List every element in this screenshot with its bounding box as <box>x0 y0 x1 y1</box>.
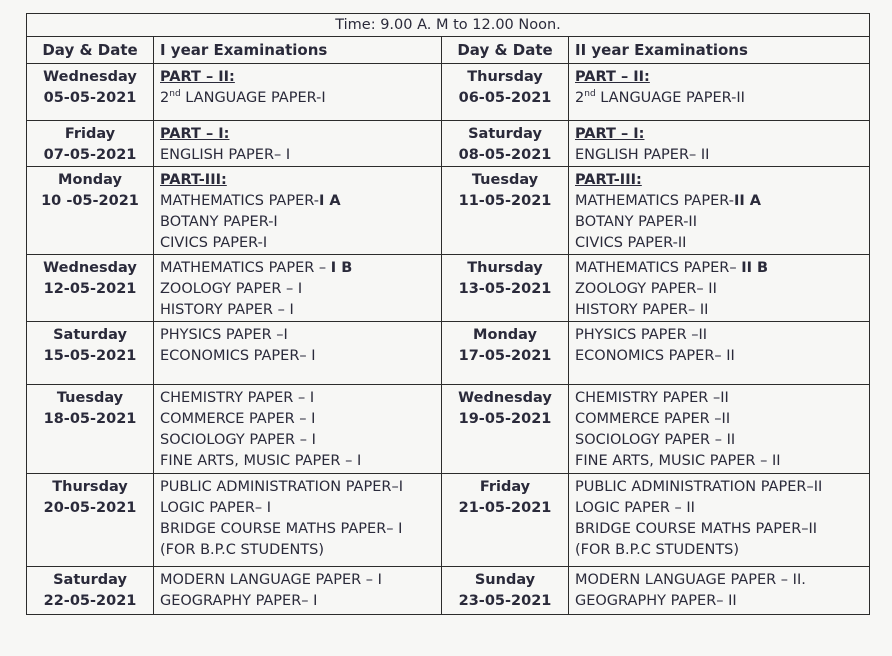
paper-line: MODERN LANGUAGE PAPER – II. <box>575 572 806 588</box>
paper-line: LOGIC PAPER – II <box>575 500 695 516</box>
exam-day: Monday <box>473 327 537 343</box>
day-date-cell <box>27 385 154 474</box>
paper-line: 2nd LANGUAGE PAPER-I <box>160 89 326 106</box>
exam-date: 11-05-2021 <box>458 193 552 209</box>
table-row <box>27 64 870 121</box>
paper-code: I A <box>318 193 341 209</box>
exam-date: 13-05-2021 <box>458 281 552 297</box>
paper-line: ZOOLOGY PAPER – I <box>160 281 303 297</box>
paper-line: HISTORY PAPER– II <box>575 302 709 318</box>
paper-line: GEOGRAPHY PAPER– I <box>160 593 318 609</box>
day-date-cell <box>442 64 569 121</box>
exam-date: 20-05-2021 <box>43 500 137 516</box>
day-date-cell <box>27 255 154 322</box>
paper-line: (FOR B.P.C STUDENTS) <box>575 542 740 558</box>
day-date-cell <box>442 567 569 615</box>
day-date-cell <box>27 121 154 167</box>
table-row <box>27 167 870 255</box>
paper-line: MATHEMATICS PAPER– II B <box>575 260 769 276</box>
exam-cell <box>569 385 870 474</box>
paper-line: PHYSICS PAPER –I <box>160 327 288 343</box>
exam-date: 07-05-2021 <box>43 147 137 163</box>
paper-line: COMMERCE PAPER –II <box>575 411 731 427</box>
exam-day: Wednesday <box>43 260 137 276</box>
part-label: PART – I: <box>575 126 645 142</box>
exam-date: 06-05-2021 <box>458 90 552 106</box>
part-label: PART – II: <box>160 69 235 85</box>
paper-code: I B <box>330 260 353 276</box>
paper-line: BOTANY PAPER-II <box>575 214 697 230</box>
exam-date: 15-05-2021 <box>43 348 137 364</box>
day-date-cell <box>27 474 154 567</box>
exam-date: 19-05-2021 <box>458 411 552 427</box>
paper-line: ENGLISH PAPER– II <box>575 147 710 163</box>
paper-line: MODERN LANGUAGE PAPER – I <box>160 572 382 588</box>
exam-day: Monday <box>58 172 122 188</box>
day-date-cell <box>442 385 569 474</box>
day-date-cell <box>442 474 569 567</box>
exam-date: 21-05-2021 <box>458 500 552 516</box>
ordinal-suffix: nd <box>169 89 181 100</box>
paper-line: LOGIC PAPER– I <box>160 500 272 516</box>
paper-line: BRIDGE COURSE MATHS PAPER– I <box>160 521 403 537</box>
day-date-cell <box>442 255 569 322</box>
exam-date: 23-05-2021 <box>458 593 552 609</box>
paper-line: ENGLISH PAPER– I <box>160 147 291 163</box>
paper-line: HISTORY PAPER – I <box>160 302 294 318</box>
exam-day: Sunday <box>474 572 536 588</box>
paper-line: BRIDGE COURSE MATHS PAPER–II <box>575 521 818 537</box>
paper-line: FINE ARTS, MUSIC PAPER – II <box>575 453 781 469</box>
table-row <box>27 474 870 567</box>
table-row <box>27 385 870 474</box>
exam-cell <box>154 567 442 615</box>
paper-line: MATHEMATICS PAPER-II A <box>575 193 762 209</box>
exam-cell <box>154 255 442 322</box>
exam-day: Saturday <box>53 327 127 343</box>
exam-day: Thursday <box>467 260 543 276</box>
exam-timetable <box>26 13 870 615</box>
paper-line: 2nd LANGUAGE PAPER-II <box>575 89 745 106</box>
exam-date: 10 -05-2021 <box>41 193 139 209</box>
part-label: PART-III: <box>160 172 227 188</box>
header-second-year: II year Examinations <box>569 37 870 64</box>
exam-day: Friday <box>479 479 531 495</box>
paper-line: GEOGRAPHY PAPER– II <box>575 593 737 609</box>
exam-date: 05-05-2021 <box>43 90 137 106</box>
exam-cell <box>569 322 870 385</box>
exam-date: 12-05-2021 <box>43 281 137 297</box>
part-label: PART – I: <box>160 126 230 142</box>
paper-line: ECONOMICS PAPER– I <box>160 348 316 364</box>
exam-cell <box>569 121 870 167</box>
paper-line: MATHEMATICS PAPER – I B <box>160 260 353 276</box>
exam-cell <box>154 64 442 121</box>
table-row <box>27 567 870 615</box>
paper-line: FINE ARTS, MUSIC PAPER – I <box>160 453 362 469</box>
exam-cell <box>569 255 870 322</box>
paper-line: COMMERCE PAPER – I <box>160 411 316 427</box>
exam-date: 08-05-2021 <box>458 147 552 163</box>
paper-line: CHEMISTRY PAPER – I <box>160 390 315 406</box>
exam-day: Thursday <box>467 69 543 85</box>
exam-date: 18-05-2021 <box>43 411 137 427</box>
paper-line: SOCIOLOGY PAPER – I <box>160 432 316 448</box>
header-row <box>27 37 870 64</box>
paper-line: PUBLIC ADMINISTRATION PAPER–II <box>575 479 823 495</box>
exam-day: Wednesday <box>43 69 137 85</box>
time-row <box>27 14 870 37</box>
exam-day: Tuesday <box>471 172 539 188</box>
exam-cell <box>154 167 442 255</box>
exam-day: Saturday <box>53 572 127 588</box>
table-row <box>27 255 870 322</box>
exam-day: Tuesday <box>56 390 124 406</box>
header-day-date-1: Day & Date <box>27 37 154 64</box>
table-row <box>27 322 870 385</box>
day-date-cell <box>27 567 154 615</box>
day-date-cell <box>442 121 569 167</box>
exam-cell <box>569 567 870 615</box>
exam-date: 22-05-2021 <box>43 593 137 609</box>
exam-time: Time: 9.00 A. M to 12.00 Noon. <box>27 14 870 37</box>
part-label: PART-III: <box>575 172 642 188</box>
part-label: PART – II: <box>575 69 650 85</box>
day-date-cell <box>27 167 154 255</box>
paper-line: CIVICS PAPER-I <box>160 235 268 251</box>
exam-cell <box>154 385 442 474</box>
exam-cell <box>569 474 870 567</box>
paper-line: CIVICS PAPER-II <box>575 235 687 251</box>
header-day-date-2: Day & Date <box>442 37 569 64</box>
paper-line: PHYSICS PAPER –II <box>575 327 708 343</box>
ordinal-suffix: nd <box>584 89 596 100</box>
day-date-cell <box>27 322 154 385</box>
paper-line: MATHEMATICS PAPER-I A <box>160 193 341 209</box>
day-date-cell <box>442 167 569 255</box>
exam-cell <box>569 167 870 255</box>
header-first-year: I year Examinations <box>154 37 442 64</box>
paper-line: ECONOMICS PAPER– II <box>575 348 735 364</box>
exam-date: 17-05-2021 <box>458 348 552 364</box>
paper-code: II B <box>741 260 769 276</box>
exam-day: Friday <box>64 126 116 142</box>
paper-code: II A <box>733 193 762 209</box>
exam-cell <box>154 121 442 167</box>
exam-day: Thursday <box>52 479 128 495</box>
paper-line: PUBLIC ADMINISTRATION PAPER–I <box>160 479 403 495</box>
exam-cell <box>569 64 870 121</box>
day-date-cell <box>442 322 569 385</box>
exam-cell <box>154 474 442 567</box>
paper-line: SOCIOLOGY PAPER – II <box>575 432 736 448</box>
paper-line: BOTANY PAPER-I <box>160 214 278 230</box>
paper-line: (FOR B.P.C STUDENTS) <box>160 542 325 558</box>
exam-day: Wednesday <box>458 390 552 406</box>
paper-line: ZOOLOGY PAPER– II <box>575 281 717 297</box>
paper-line: CHEMISTRY PAPER –II <box>575 390 729 406</box>
table-row <box>27 121 870 167</box>
day-date-cell <box>27 64 154 121</box>
exam-cell <box>154 322 442 385</box>
exam-day: Saturday <box>468 126 542 142</box>
